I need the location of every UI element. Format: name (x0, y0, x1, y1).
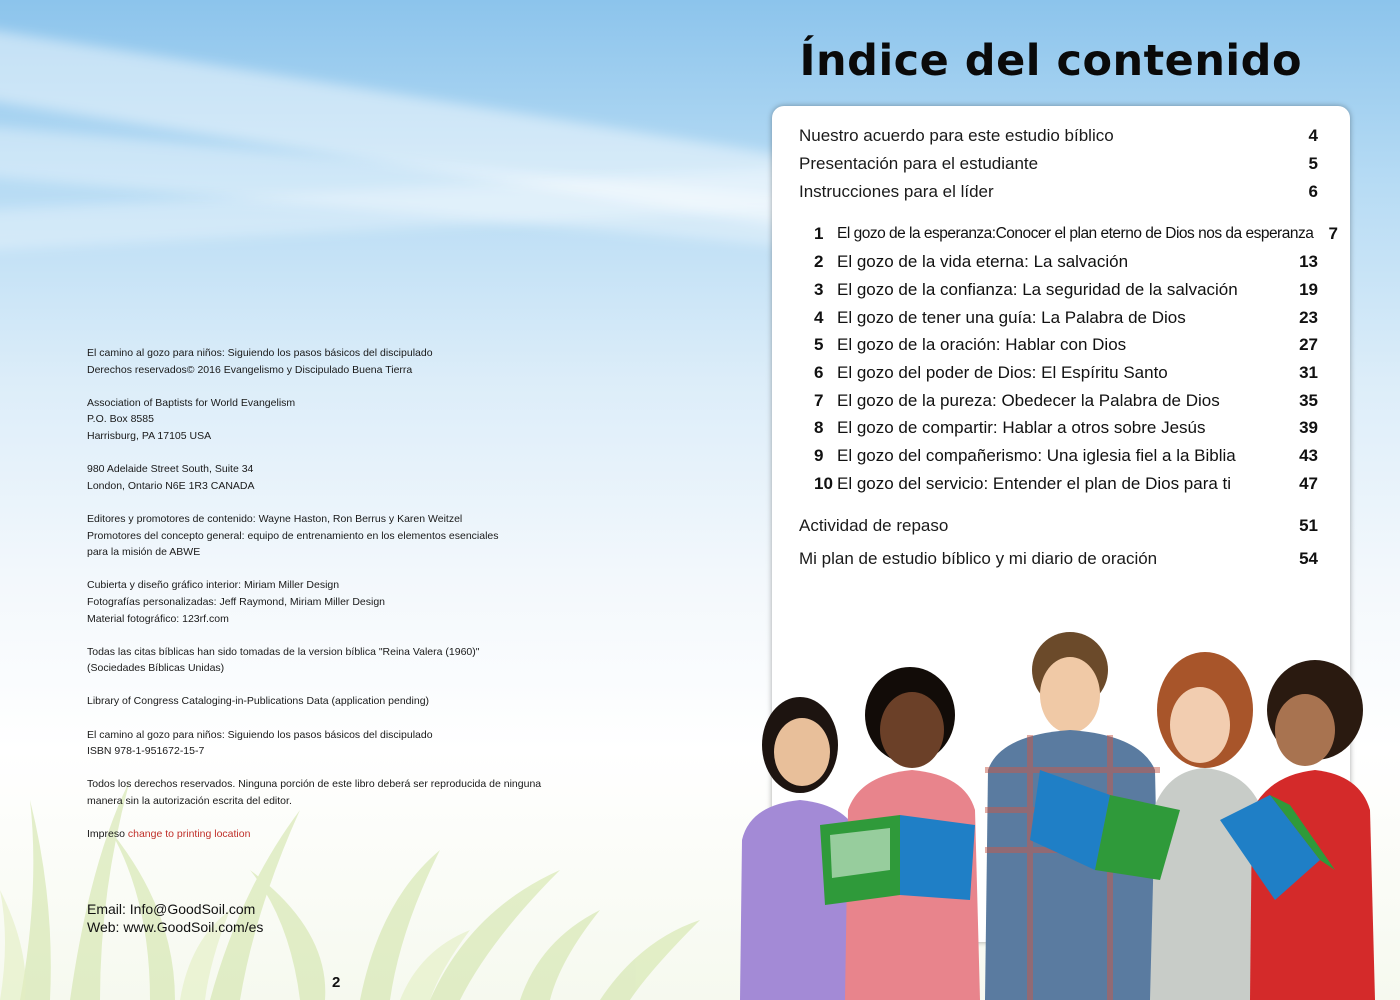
colophon-line: Association of Baptists for World Evangelism (87, 396, 296, 409)
toc-entry-page: 5 (1308, 154, 1318, 173)
chapter-label: El gozo de la pureza: Obedecer la Palabra de Dios (837, 391, 1220, 410)
chapter-label: El gozo de la esperanza:Conocer el plan eterno de Dios nos da esperanza (837, 225, 1314, 242)
colophon-paragraph (87, 511, 607, 561)
chapter-number: 8 (814, 418, 824, 437)
colophon-paragraph (87, 776, 607, 809)
colophon-line: El camino al gozo para niños: Siguiendo los pasos básicos del discipulado (87, 347, 433, 359)
colophon-paragraph (87, 461, 607, 494)
toc-entry-label: Nuestro acuerdo para este estudio bíblico (799, 126, 1114, 145)
toc-chapter (772, 416, 1350, 440)
toc-entry-label: Mi plan de estudio bíblico y mi diario de oración (799, 549, 1158, 568)
web-text: Web: www.GoodSoil.com/es (87, 919, 264, 935)
chapter-page: 47 (1299, 474, 1318, 493)
chapter-page: 19 (1299, 280, 1318, 299)
colophon-line: Harrisburg, PA 17105 USA (87, 429, 212, 442)
toc-entry-page: 51 (1299, 516, 1318, 535)
toc-entry-label: Presentación para el estudiante (799, 154, 1039, 173)
toc-chapter (772, 333, 1350, 357)
colophon-line: Library of Congress Cataloging-in-Publications Data (application pending) (87, 695, 430, 708)
joy-booklet (820, 815, 975, 905)
colophon-line: (Sociedades Bíblicas Unidas) (87, 662, 225, 675)
toc-entry (772, 514, 1350, 538)
colophon-line: Editores y promotores de contenido: Wayne Haston, Ron Berrus y Karen Weitzel (87, 512, 463, 525)
colophon-paragraph (87, 345, 607, 378)
chapter-number: 4 (814, 308, 824, 327)
toc-entry-label: Instrucciones para el líder (799, 182, 994, 201)
chapter-number: 3 (814, 280, 824, 299)
chapter-number: 10 (814, 474, 833, 493)
chapter-label: El gozo de la confianza: La seguridad de la salvación (837, 280, 1238, 299)
chapter-page: 23 (1299, 308, 1318, 327)
chapter-page: 43 (1299, 446, 1318, 465)
colophon-paragraph (87, 727, 607, 760)
colophon-line: para la misión de ABWE (87, 546, 201, 559)
colophon-line: El camino al gozo para niños: Siguiendo los pasos básicos del discipulado (87, 728, 433, 741)
colophon-line: P.O. Box 8585 (87, 413, 154, 426)
colophon (87, 345, 607, 859)
chapter-page: 35 (1299, 391, 1318, 410)
chapter-number: 9 (814, 446, 824, 465)
colophon-paragraph (87, 395, 607, 445)
toc-entry (772, 152, 1350, 176)
colophon-line: ISBN 978-1-951672-15-7 (87, 745, 205, 758)
colophon-line: Todos los derechos reservados. Ninguna porción de este libro deberá ser reproducida de ninguna (87, 778, 542, 791)
chapter-number: 2 (814, 252, 824, 271)
toc-chapter (772, 222, 1350, 246)
toc-entry-page: 6 (1308, 182, 1318, 201)
printed-line (87, 826, 607, 843)
toc-entry (772, 547, 1350, 571)
chapter-page: 13 (1299, 252, 1318, 271)
colophon-paragraph (87, 644, 607, 677)
colophon-line: Fotografías personalizadas: Jeff Raymond, Miriam Miller Design (87, 595, 386, 608)
toc-entry (772, 124, 1350, 148)
colophon-line: 980 Adelaide Street South, Suite 34 (87, 463, 254, 476)
colophon-line: Material fotográfico: 123rf.com (87, 612, 229, 625)
chapter-label: El gozo de compartir: Hablar a otros sobre Jesús (837, 418, 1206, 437)
toc-entry-label: Actividad de repaso (799, 516, 949, 535)
colophon-line: Derechos reservados© 2016 Evangelismo y Discipulado Buena Tierra (87, 363, 413, 376)
printed-prefix: Impreso (87, 828, 125, 841)
toc-entry-page: 4 (1308, 126, 1318, 145)
colophon-line: manera sin la autorización escrita del editor. (87, 795, 292, 808)
colophon-line: Cubierta y diseño gráfico interior: Miriam Miller Design (87, 579, 340, 592)
children-reading-photo (730, 630, 1400, 1000)
contact-info (87, 900, 263, 936)
toc-chapter (772, 361, 1350, 385)
chapter-page: 39 (1299, 418, 1318, 437)
chapter-number: 5 (814, 335, 824, 354)
toc-entry (772, 180, 1350, 204)
page-title: Índice del contenido (799, 36, 1302, 86)
page-number: 2 (332, 974, 341, 991)
email-text: Email: Info@GoodSoil.com (87, 901, 256, 917)
chapter-label: El gozo de la vida eterna: La salvación (837, 252, 1129, 271)
colophon-line: Todas las citas bíblicas han sido tomadas de la version bíblica "Reina Valera (1960)" (87, 645, 480, 658)
toc-entry-page: 54 (1299, 549, 1318, 568)
toc-chapter (772, 444, 1350, 468)
colophon-paragraph (87, 577, 607, 627)
toc-chapter (772, 306, 1350, 330)
chapter-page: 7 (1328, 224, 1338, 243)
chapter-page: 27 (1299, 335, 1318, 354)
chapter-number: 6 (814, 363, 824, 382)
printing-location-placeholder: change to printing location (127, 828, 251, 841)
chapter-label: El gozo de la oración: Hablar con Dios (837, 335, 1127, 354)
colophon-line: London, Ontario N6E 1R3 CANADA (87, 479, 255, 492)
toc-chapter (772, 389, 1350, 413)
chapter-label: El gozo del servicio: Entender el plan de Dios para ti (837, 474, 1232, 493)
toc-chapter (772, 278, 1350, 302)
chapter-number: 1 (814, 224, 824, 243)
chapter-number: 7 (814, 391, 824, 410)
chapter-page: 31 (1299, 363, 1318, 382)
colophon-line: Promotores del concepto general: equipo de entrenamiento en los elementos esenciales (87, 529, 499, 542)
toc-chapter (772, 250, 1350, 274)
colophon-paragraph (87, 693, 607, 710)
chapter-label: El gozo del compañerismo: Una iglesia fiel a la Biblia (837, 446, 1236, 465)
chapter-label: El gozo del poder de Dios: El Espíritu Santo (837, 363, 1168, 382)
toc-chapter (772, 472, 1350, 496)
chapter-label: El gozo de tener una guía: La Palabra de Dios (837, 308, 1186, 327)
